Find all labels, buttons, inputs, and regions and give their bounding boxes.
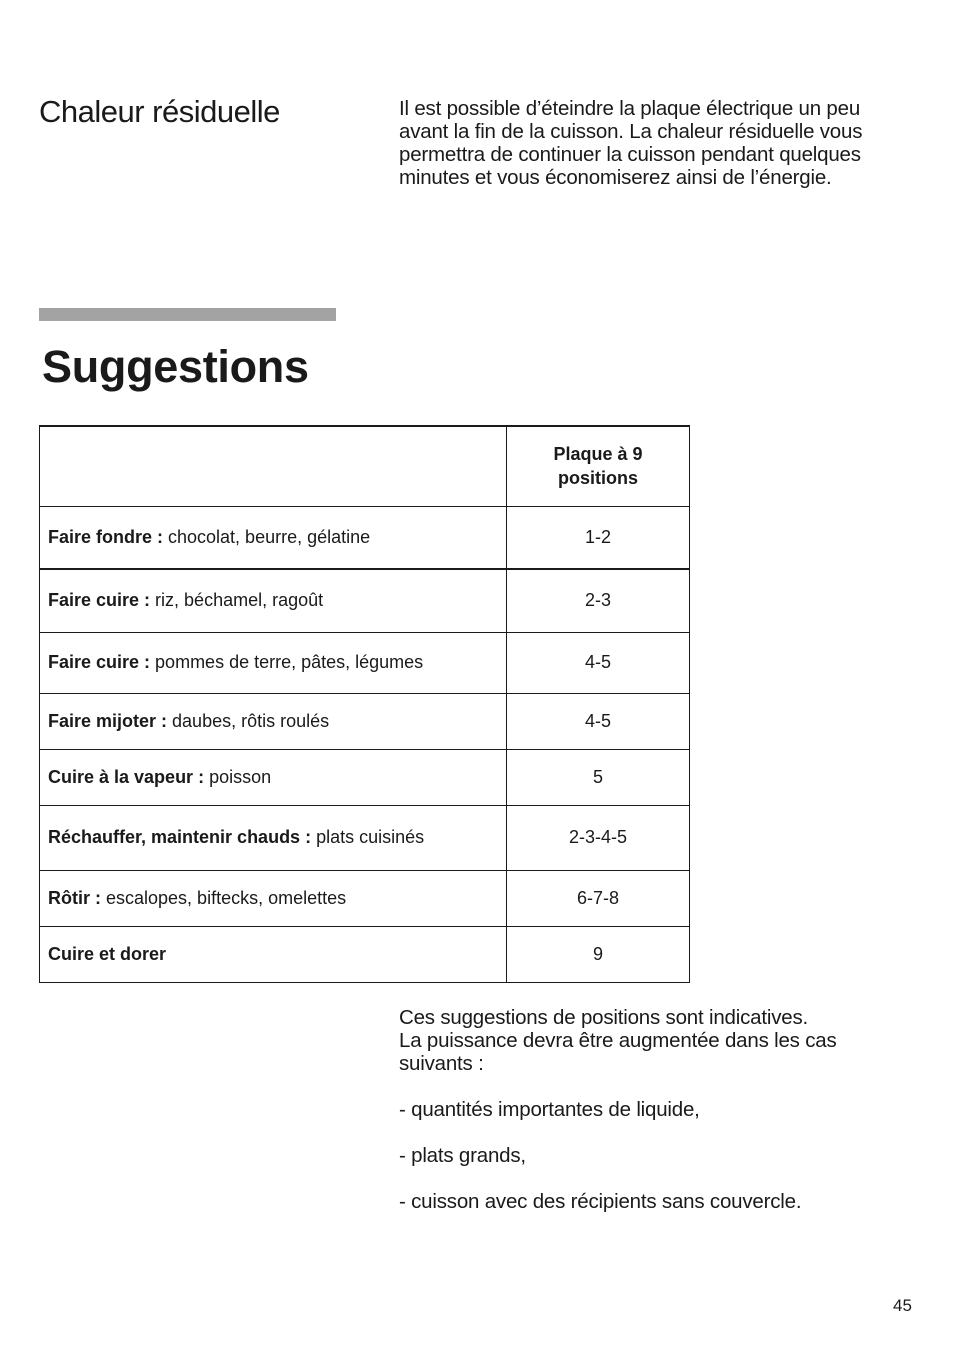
dish-label: Cuire et dorer <box>48 943 167 964</box>
header-line: Plaque à 9 <box>553 444 643 465</box>
header-line: positions <box>558 468 638 489</box>
residual-heat-heading: Chaleur résiduelle <box>39 94 280 129</box>
dish-cell <box>40 805 507 870</box>
dish-text: daubes, rôtis roulés <box>167 710 330 731</box>
dish-cell <box>40 506 507 569</box>
dish-cell <box>40 569 507 632</box>
position-cell: 5 <box>507 749 690 805</box>
notes-list-item: - quantités importantes de liquide, <box>399 1098 700 1121</box>
dish-label: Cuire à la vapeur : <box>48 766 205 787</box>
notes-list-item: - cuisson avec des récipients sans couvercle. <box>399 1190 802 1213</box>
position-cell: 4-5 <box>507 632 690 693</box>
dish-cell <box>40 693 507 749</box>
notes-line: La puissance devra être augmentée dans les cas <box>399 1029 837 1052</box>
suggestions-notes <box>399 1006 929 1213</box>
table-row <box>40 870 690 926</box>
dish-label: Faire cuire : <box>48 652 151 672</box>
table-row <box>40 569 690 632</box>
dish-text: plats cuisinés <box>311 827 425 847</box>
dish-cell <box>40 870 507 926</box>
page-number: 45 <box>893 1296 912 1315</box>
notes-line: Ces suggestions de positions sont indicatives. <box>399 1006 809 1029</box>
section-divider-bar <box>39 308 336 321</box>
notes-list-item: - plats grands, <box>399 1144 526 1167</box>
residual-line: minutes et vous économiserez ainsi de l’énergie. <box>399 166 832 189</box>
position-cell: 4-5 <box>507 693 690 749</box>
dish-text: riz, béchamel, ragoût <box>150 590 324 611</box>
header-cell-empty <box>40 426 507 506</box>
position-cell: 6-7-8 <box>507 870 690 926</box>
table-row <box>40 926 690 982</box>
dish-label: Faire mijoter : <box>48 710 168 731</box>
table-row <box>40 506 690 569</box>
residual-heat-text <box>399 97 929 189</box>
dish-label: Faire cuire : <box>48 590 151 611</box>
position-cell: 9 <box>507 926 690 982</box>
position-cell: 1-2 <box>507 506 690 569</box>
residual-line: permettra de continuer la cuisson pendant quelques <box>399 143 861 166</box>
dish-text: pommes de terre, pâtes, légumes <box>150 652 424 672</box>
section-title: Suggestions <box>42 341 309 392</box>
dish-cell <box>40 749 507 805</box>
table-header-row <box>40 426 690 506</box>
dish-cell <box>40 926 507 982</box>
header-cell-plate <box>507 426 690 506</box>
notes-line: suivants : <box>399 1052 484 1075</box>
table-row <box>40 693 690 749</box>
table-row <box>40 632 690 693</box>
dish-text: chocolat, beurre, gélatine <box>163 526 371 547</box>
dish-text: poisson <box>204 766 272 787</box>
dish-label: Faire fondre : <box>48 526 164 547</box>
dish-cell <box>40 632 507 693</box>
residual-line: avant la fin de la cuisson. La chaleur résiduelle vous <box>399 120 863 143</box>
table-row <box>40 749 690 805</box>
dish-label: Réchauffer, maintenir chauds : <box>48 827 312 847</box>
dish-text: escalopes, biftecks, omelettes <box>101 887 347 908</box>
suggestions-table <box>39 425 690 983</box>
residual-line: Il est possible d’éteindre la plaque électrique un peu <box>399 97 861 120</box>
position-cell: 2-3-4-5 <box>507 805 690 870</box>
table-row <box>40 805 690 870</box>
position-cell: 2-3 <box>507 569 690 632</box>
dish-label: Rôtir : <box>48 887 101 908</box>
